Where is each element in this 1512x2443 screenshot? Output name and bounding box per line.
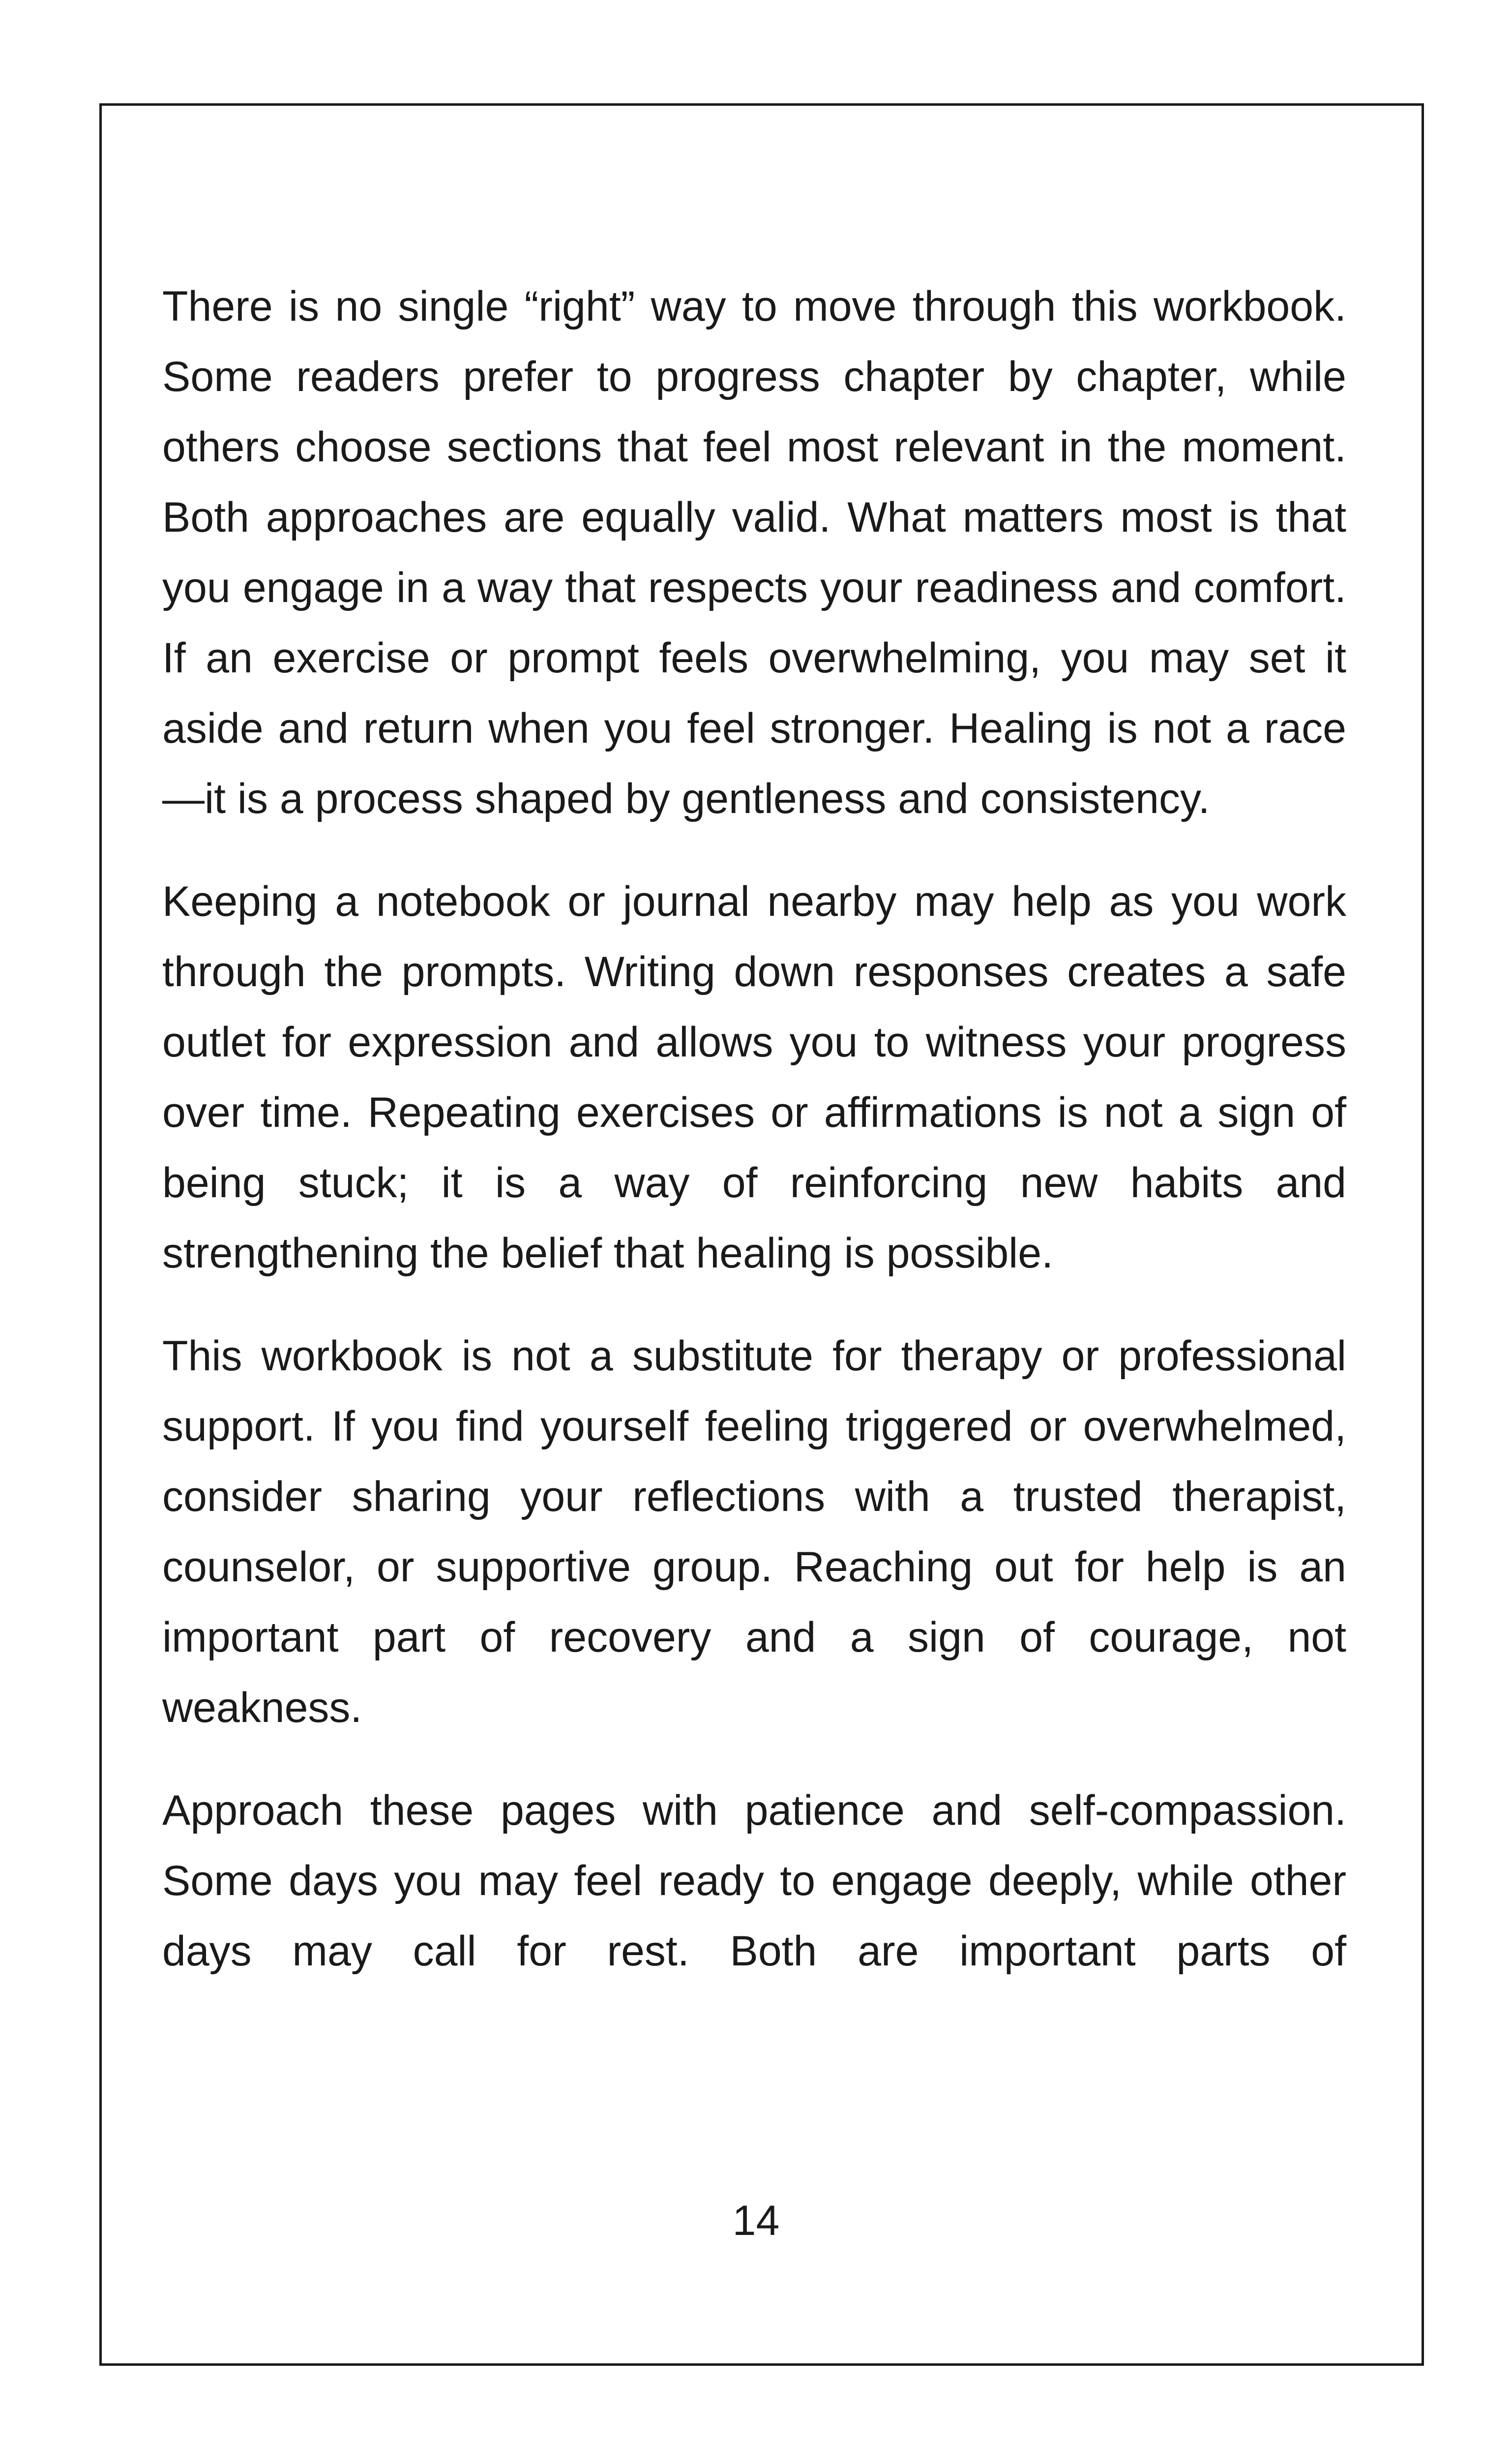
paragraph-2: Keeping a notebook or journal nearby may help as you work through the prompts. Writing down responses creates a safe outlet for expression and allows you to witness your progress over time. Repeating exercises or affirmations is not a sign of being stuck; it is a way of reinforcing new habits and strengthening the belief that healing is possible. [162,878,1346,1277]
body-text [162,271,1346,2019]
paragraph-1: There is no single “right” way to move through this workbook. Some readers prefer to progress chapter by chapter, while others choose sections that feel most relevant in the moment. Both approaches are equally valid. What matters most is that you engage in a way that respects your readiness and comfort. If an exercise or prompt feels overwhelming, you may set it aside and return when you feel stronger. Healing is not a race—it is a process shaped by gentleness and consistency. [162,283,1346,822]
page-number: 14 [732,2197,780,2244]
paragraph-4: Approach these pages with patience and self-compassion. Some days you may feel ready to engage deeply, while other days may call for rest. Both are important parts of [162,1787,1346,1975]
paragraph-3: This workbook is not a substitute for therapy or professional support. If you find yourself feeling triggered or overwhelmed, consider sharing your reflections with a trusted therapist, counselor, or supportive group. Reaching out for help is an important part of recovery and a sign of courage, not weakness. [162,1332,1346,1731]
